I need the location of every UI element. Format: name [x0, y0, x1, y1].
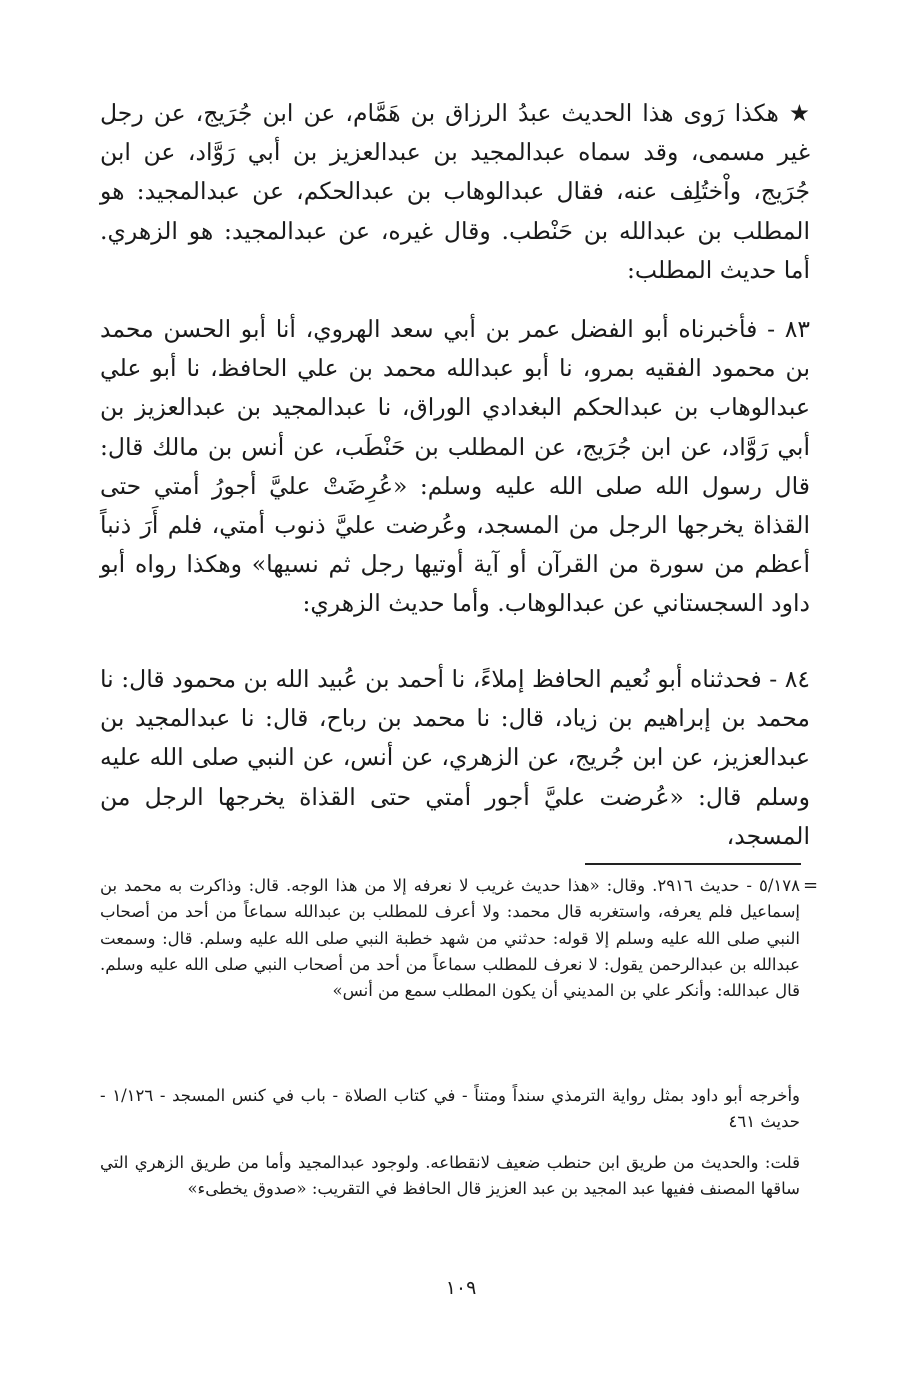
page-number: ١٠٩ [445, 1277, 477, 1299]
main-paragraph-intro [100, 94, 810, 290]
footnote-text: ٥/١٧٨ - حديث ٢٩١٦. وقال: «هذا حديث غريب لا نعرفه إلا من هذا الوجه. قال: وذاكرت به محمد بن إسماعيل فلم يعرفه، واستغربه قال محمد: ولا أعرف للمطلب بن عبدالله سماعاً من أحد من أصحاب النبي صلى الله عليه وسلم إلا قوله: حدثني من شهد خطبة النبي صلى الله عليه وسلم. قال: وسمعت عبدالله بن عبدالرحمن يقول: لا نعرف للمطلب سماعاً من أحد من أصحاب النبي صلى الله عليه وسلم. قال عبدالله: وأنكر علي بن المديني أن يكون المطلب سمع من أنس» [100, 876, 800, 1001]
footnote-divider [585, 863, 801, 865]
footnote-text: وأخرجه أبو داود بمثل رواية الترمذي سنداً ومتناً - في كتاب الصلاة - باب في كنس المسجد - ١/١٢٦ - حديث ٤٦١ [100, 1086, 800, 1132]
main-paragraph-hadith-83 [100, 310, 810, 624]
paragraph-text: ★ هكذا رَوى هذا الحديث عبدُ الرزاق بن هَمَّام، عن ابن جُرَيج، عن رجل غير مسمى، وقد سماه عبدالمجيد بن عبدالعزيز بن أبي رَوَّاد، عن ابن جُرَيج، واْختُلِف عنه، فقال عبدالوهاب بن عبدالحكم، عن عبدالمجيد: هو المطلب بن عبدالله بن حَنْطب. وقال غيره، عن عبدالمجيد: هو الزهري. أما حديث المطلب: [100, 99, 810, 284]
paragraph-text: ٨٤ - فحدثناه أبو نُعيم الحافظ إملاءً، نا أحمد بن عُبيد الله بن محمود قال: نا محمد بن إبراهيم بن زياد، قال: نا محمد بن رباح، قال: نا عبدالمجيد بن عبدالعزيز، عن ابن جُريج، عن الزهري، عن أنس، عن النبي صلى الله عليه وسلم قال: «عُرضت عليَّ أجور أمتي حتى القذاة يخرجها الرجل من المسجد، [100, 665, 810, 850]
paragraph-text: ٨٣ - فأخبرناه أبو الفضل عمر بن أبي سعد الهروي، أنا أبو الحسن محمد بن محمود الفقيه بمرو، نا أبو عبدالله محمد بن علي الحافظ، نا أبو علي عبدالوهاب بن عبدالحكم البغدادي الوراق، نا عبدالمجيد بن عبدالعزيز بن أبي رَوَّاد، عن ابن جُرَيج، عن المطلب بن حَنْطَب، عن أنس بن مالك قال: قال رسول الله صلى الله عليه وسلم: «عُرِضَتْ عليَّ أجورُ أمتي حتى القذاة يخرجها الرجل من المسجد، وعُرضت عليَّ ذنوب أمتي، فلم أَرَ ذنباً أعظم من سورة من القرآن أو آية أوتيها رجل ثم نسيها» وهكذا رواه أبو داود السجستاني عن عبدالوهاب. وأما حديث الزهري: [100, 315, 810, 618]
footnote-tirmidhi [100, 873, 800, 1004]
footnote-continuation-marker: = [803, 875, 819, 896]
footnote-abu-dawud [100, 1083, 800, 1136]
footnote-grading [100, 1150, 800, 1203]
footnote-text: قلت: والحديث من طريق ابن حنطب ضعيف لانقطاعه. ولوجود عبدالمجيد وأما من طريق الزهري التي ساقها المصنف ففيها عبد المجيد بن عبد العزيز قال الحافظ في التقريب: «صدوق يخطىء» [100, 1153, 800, 1199]
main-paragraph-hadith-84 [100, 660, 810, 856]
